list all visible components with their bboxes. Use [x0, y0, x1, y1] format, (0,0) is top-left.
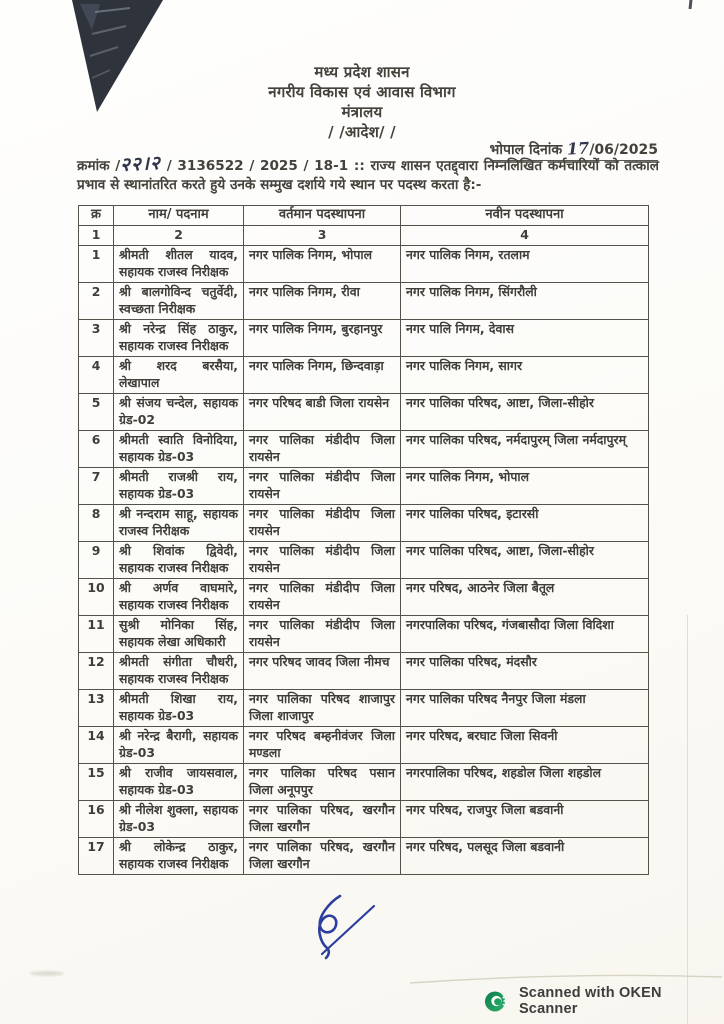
- handwritten-ref-number: २२।२: [119, 151, 162, 177]
- row-name-designation: श्री नरेन्द्र सिंह ठाकुर, सहायक राजस्व निरीक्षक: [114, 320, 244, 357]
- column-number: 1: [79, 225, 114, 246]
- row-current-posting: नगर पालिक निगम, भोपाल: [244, 246, 401, 283]
- row-name-designation: श्री नीलेश शुक्ला, सहायक ग्रेड-03: [114, 801, 244, 838]
- row-name-designation: श्री शिवांक द्विवेदी, सहायक राजस्व निरीक्षक: [114, 542, 244, 579]
- row-current-posting: नगर पालिका मंडीदीप जिला रायसेन: [244, 616, 401, 653]
- row-current-posting: नगर पालिक निगम, रीवा: [244, 283, 401, 320]
- letterhead: [0, 62, 724, 142]
- order-heading: / /आदेश/ /: [328, 123, 396, 141]
- row-new-posting: नगर पालिका परिषद, आष्टा, जिला-सीहोर: [401, 394, 649, 431]
- row-new-posting: नगर पालिक निगम, सिंगरौली: [401, 283, 649, 320]
- row-serial-number: 17: [79, 838, 114, 875]
- row-name-designation: श्रीमती शिखा राय, सहायक ग्रेड-03: [114, 690, 244, 727]
- col-header-serial: क्र: [79, 206, 114, 226]
- row-new-posting: नगर पालिका परिषद, आष्टा, जिला-सीहोर: [401, 542, 649, 579]
- row-serial-number: 5: [79, 394, 114, 431]
- column-number: 2: [114, 225, 244, 246]
- table-row: [79, 320, 649, 357]
- scan-smudge: [30, 971, 64, 976]
- table-row: [79, 653, 649, 690]
- table-row: [79, 579, 649, 616]
- signature-ink: [296, 890, 388, 964]
- row-new-posting: नगर पालिक निगम, सागर: [401, 357, 649, 394]
- row-new-posting: नगर पालिका परिषद, नर्मदापुरम् जिला नर्मदापुरम्: [401, 431, 649, 468]
- row-current-posting: नगर पालिक निगम, बुरहानपुर: [244, 320, 401, 357]
- row-serial-number: 6: [79, 431, 114, 468]
- org-name-line1: मध्य प्रदेश शासन: [314, 63, 410, 81]
- table-row: [79, 431, 649, 468]
- row-serial-number: 14: [79, 727, 114, 764]
- row-serial-number: 13: [79, 690, 114, 727]
- row-current-posting: नगर परिषद बम्हनीवंजर जिला मण्डला: [244, 727, 401, 764]
- row-serial-number: 8: [79, 505, 114, 542]
- order-reference-paragraph: [77, 151, 659, 195]
- row-current-posting: नगर पालिका परिषद पसान जिला अनूपपुर: [244, 764, 401, 801]
- col-header-name-designation: नाम/ पदनाम: [114, 206, 244, 226]
- row-new-posting: नगर पालिका परिषद नैनपुर जिला मंडला: [401, 690, 649, 727]
- row-current-posting: नगर पालिका परिषद, खरगौन जिला खरगौन: [244, 838, 401, 875]
- row-name-designation: श्री शरद बरसैया, लेखापाल: [114, 357, 244, 394]
- scanner-footer: [484, 985, 724, 1017]
- row-serial-number: 12: [79, 653, 114, 690]
- row-new-posting: नगर पालि निगम, देवास: [401, 320, 649, 357]
- row-new-posting: नगर पालिक निगम, भोपाल: [401, 468, 649, 505]
- table-row: [79, 727, 649, 764]
- page-edge-line: [687, 615, 688, 1024]
- table-row: [79, 283, 649, 320]
- ref-prefix: क्रमांक /: [77, 158, 121, 174]
- row-current-posting: नगर पालिका मंडीदीप जिला रायसेन: [244, 468, 401, 505]
- table-header-row: [79, 206, 649, 226]
- row-current-posting: नगर पालिका परिषद शाजापुर जिला शाजापुर: [244, 690, 401, 727]
- row-name-designation: श्री अर्णव वाघमारे, सहायक राजस्व निरीक्षक: [114, 579, 244, 616]
- column-number: 4: [401, 225, 649, 246]
- row-serial-number: 4: [79, 357, 114, 394]
- row-serial-number: 7: [79, 468, 114, 505]
- ref-body: / 3136522 / 2025 / 18-1 :: राज्य शासन एतद्द्वारा निम्नलिखित कर्मचारियों को तत्काल प्रभाव से स्थानांतरित करते हुये उनके सम्मुख दर्शाये गये स्थान पर पदस्थ करता है:-: [77, 158, 659, 193]
- row-current-posting: नगर पालिक निगम, छिन्दवाड़ा: [244, 357, 401, 394]
- row-new-posting: नगर पालिका परिषद, मंदसौर: [401, 653, 649, 690]
- scan-edge-mark: [689, 0, 693, 9]
- row-current-posting: नगर पालिका परिषद, खरगौन जिला खरगौन: [244, 801, 401, 838]
- row-current-posting: नगर पालिका मंडीदीप जिला रायसेन: [244, 542, 401, 579]
- table-row: [79, 764, 649, 801]
- col-header-new-posting: नवीन पदस्थापना: [401, 206, 649, 226]
- row-current-posting: नगर पालिका मंडीदीप जिला रायसेन: [244, 505, 401, 542]
- row-name-designation: श्रीमती संगीता चौधरी, सहायक राजस्व निरीक्षक: [114, 653, 244, 690]
- row-name-designation: श्री नरेन्द्र बैरागी, सहायक ग्रेड-03: [114, 727, 244, 764]
- row-serial-number: 16: [79, 801, 114, 838]
- table-head: [79, 206, 649, 246]
- row-serial-number: 11: [79, 616, 114, 653]
- row-serial-number: 3: [79, 320, 114, 357]
- date-rest: /06/2025: [589, 142, 658, 158]
- table-row: [79, 838, 649, 875]
- row-current-posting: नगर पालिका मंडीदीप जिला रायसेन: [244, 579, 401, 616]
- row-new-posting: नगर परिषद, आठनेर जिला बैतूल: [401, 579, 649, 616]
- org-name-line2: नगरीय विकास एवं आवास विभाग: [268, 83, 456, 101]
- row-name-designation: सुश्री मोनिका सिंह, सहायक लेखा अधिकारी: [114, 616, 244, 653]
- col-header-current-posting: वर्तमान पदस्थापना: [244, 206, 401, 226]
- table-row: [79, 394, 649, 431]
- table-row: [79, 246, 649, 283]
- page-bottom-edge-line: [408, 970, 724, 986]
- row-new-posting: नगर परिषद, पलसूद जिला बडवानी: [401, 838, 649, 875]
- row-new-posting: नगर पालिक निगम, रतलाम: [401, 246, 649, 283]
- row-new-posting: नगरपालिका परिषद, शहडोल जिला शहडोल: [401, 764, 649, 801]
- row-name-designation: श्री राजीव जायसवाल, सहायक ग्रेड-03: [114, 764, 244, 801]
- row-new-posting: नगर परिषद, बरघाट जिला सिवनी: [401, 727, 649, 764]
- row-name-designation: श्रीमती शीतल यादव, सहायक राजस्व निरीक्षक: [114, 246, 244, 283]
- transfer-order-table: [78, 205, 649, 875]
- row-new-posting: नगर पालिका परिषद, इटारसी: [401, 505, 649, 542]
- org-name-line3: मंत्रालय: [341, 103, 383, 121]
- table-row: [79, 801, 649, 838]
- row-serial-number: 1: [79, 246, 114, 283]
- oken-scanner-logo-icon: [484, 990, 507, 1013]
- scanner-footer-text: Scanned with OKEN Scanner: [518, 985, 662, 1017]
- row-name-designation: श्रीमती स्वाति विनोदिया, सहायक ग्रेड-03: [114, 431, 244, 468]
- table-row: [79, 690, 649, 727]
- table-body: [79, 246, 649, 875]
- row-current-posting: नगर परिषद बाडी जिला रायसेन: [244, 394, 401, 431]
- row-name-designation: श्री बालगोविन्द चतुर्वेदी, स्वच्छता निरीक्षक: [114, 283, 244, 320]
- column-number-row: [79, 225, 649, 246]
- table-row: [79, 468, 649, 505]
- row-serial-number: 9: [79, 542, 114, 579]
- row-new-posting: नगर परिषद, राजपुर जिला बडवानी: [401, 801, 649, 838]
- table-row: [79, 616, 649, 653]
- row-current-posting: नगर पालिका मंडीदीप जिला रायसेन: [244, 431, 401, 468]
- table-row: [79, 505, 649, 542]
- row-serial-number: 15: [79, 764, 114, 801]
- row-name-designation: श्रीमती राजश्री राय, सहायक ग्रेड-03: [114, 468, 244, 505]
- row-name-designation: श्री संजय चन्देल, सहायक ग्रेड-02: [114, 394, 244, 431]
- row-serial-number: 10: [79, 579, 114, 616]
- handwritten-day: 17: [566, 138, 590, 159]
- row-name-designation: श्री नन्दराम साहू, सहायक राजस्व निरीक्षक: [114, 505, 244, 542]
- row-current-posting: नगर परिषद जावद जिला नीमच: [244, 653, 401, 690]
- place-date-label: भोपाल दिनांक: [489, 142, 568, 158]
- table-row: [79, 542, 649, 579]
- row-serial-number: 2: [79, 283, 114, 320]
- row-new-posting: नगरपालिका परिषद, गंजबासौदा जिला विदिशा: [401, 616, 649, 653]
- row-name-designation: श्री लोकेन्द्र ठाकुर, सहायक राजस्व निरीक्षक: [114, 838, 244, 875]
- column-number: 3: [244, 225, 401, 246]
- table-row: [79, 357, 649, 394]
